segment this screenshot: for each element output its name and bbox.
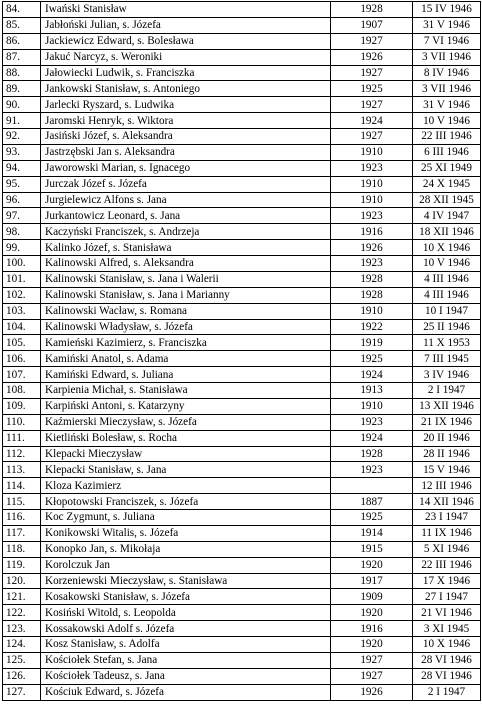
person-name-cell: Karpiński Antoni, s. Katarzyny <box>41 398 331 414</box>
row-number-cell: 125. <box>3 652 41 668</box>
birth-year-cell: 1924 <box>331 430 413 446</box>
row-number-cell: 124. <box>3 637 41 653</box>
date-cell: 31 V 1946 <box>413 97 481 113</box>
table-row <box>3 65 481 81</box>
birth-year-cell: 1922 <box>331 319 413 335</box>
person-name-cell: Kłopotowski Franciszek, s. Józefa <box>41 494 331 510</box>
person-name-cell: Konopko Jan, s. Mikołaja <box>41 541 331 557</box>
table-row <box>3 414 481 430</box>
table-row <box>3 192 481 208</box>
birth-year-cell: 1924 <box>331 113 413 129</box>
date-cell: 12 III 1946 <box>413 478 481 494</box>
row-number-cell: 116. <box>3 510 41 526</box>
birth-year-cell: 1913 <box>331 383 413 399</box>
date-cell: 31 V 1946 <box>413 17 481 33</box>
row-number-cell: 112. <box>3 446 41 462</box>
row-number-cell: 109. <box>3 398 41 414</box>
birth-year-cell: 1916 <box>331 224 413 240</box>
person-name-cell: Kosakowski Stanisław, s. Józefa <box>41 589 331 605</box>
birth-year-cell: 1927 <box>331 97 413 113</box>
table-row <box>3 319 481 335</box>
date-cell: 4 IV 1947 <box>413 208 481 224</box>
person-name-cell: Jarlecki Ryszard, s. Ludwika <box>41 97 331 113</box>
date-cell: 28 II 1946 <box>413 446 481 462</box>
date-cell: 24 X 1945 <box>413 176 481 192</box>
table-row <box>3 684 481 700</box>
row-number-cell: 110. <box>3 414 41 430</box>
birth-year-cell: 1926 <box>331 49 413 65</box>
date-cell: 28 VI 1946 <box>413 668 481 684</box>
row-number-cell: 115. <box>3 494 41 510</box>
birth-year-cell: 1927 <box>331 652 413 668</box>
person-name-cell: Jaromski Henryk, s. Wiktora <box>41 113 331 129</box>
row-number-cell: 97. <box>3 208 41 224</box>
table-row <box>3 208 481 224</box>
date-cell: 14 XII 1946 <box>413 494 481 510</box>
table-row <box>3 652 481 668</box>
birth-year-cell: 1919 <box>331 335 413 351</box>
row-number-cell: 118. <box>3 541 41 557</box>
row-number-cell: 113. <box>3 462 41 478</box>
date-cell: 10 X 1946 <box>413 637 481 653</box>
table-row <box>3 478 481 494</box>
birth-year-cell: 1917 <box>331 573 413 589</box>
birth-year-cell: 1924 <box>331 367 413 383</box>
birth-year-cell: 1909 <box>331 589 413 605</box>
date-cell: 22 III 1946 <box>413 557 481 573</box>
person-name-cell: Kaczyński Franciszek, s. Andrzeja <box>41 224 331 240</box>
row-number-cell: 94. <box>3 160 41 176</box>
row-number-cell: 96. <box>3 192 41 208</box>
person-name-cell: Kościuk Edward, s. Józefa <box>41 684 331 700</box>
date-cell: 15 IV 1946 <box>413 2 481 18</box>
table-row <box>3 510 481 526</box>
birth-year-cell: 1927 <box>331 33 413 49</box>
birth-year-cell: 1923 <box>331 462 413 478</box>
records-table-body <box>3 2 481 701</box>
birth-year-cell: 1927 <box>331 129 413 145</box>
person-name-cell: Koc Zygmunt, s. Juliana <box>41 510 331 526</box>
row-number-cell: 121. <box>3 589 41 605</box>
person-name-cell: Kalinowski Władysław, s. Józefa <box>41 319 331 335</box>
row-number-cell: 119. <box>3 557 41 573</box>
table-row <box>3 462 481 478</box>
date-cell: 2 I 1947 <box>413 383 481 399</box>
row-number-cell: 114. <box>3 478 41 494</box>
row-number-cell: 86. <box>3 33 41 49</box>
date-cell: 20 II 1946 <box>413 430 481 446</box>
birth-year-cell: 1910 <box>331 192 413 208</box>
person-name-cell: Jabłoński Julian, s. Józefa <box>41 17 331 33</box>
person-name-cell: Kosiński Witold, s. Leopolda <box>41 605 331 621</box>
table-row <box>3 430 481 446</box>
birth-year-cell: 1925 <box>331 81 413 97</box>
person-name-cell: Jastrzębski Jan s. Aleksandra <box>41 144 331 160</box>
person-name-cell: Kalinowski Stanisław, s. Jana i Marianny <box>41 287 331 303</box>
person-name-cell: Kościołek Tadeusz, s. Jana <box>41 668 331 684</box>
row-number-cell: 95. <box>3 176 41 192</box>
table-row <box>3 637 481 653</box>
table-row <box>3 557 481 573</box>
person-name-cell: Jaworowski Marian, s. Ignacego <box>41 160 331 176</box>
person-name-cell: Kamiński Edward, s. Juliana <box>41 367 331 383</box>
table-row <box>3 224 481 240</box>
date-cell: 28 XII 1945 <box>413 192 481 208</box>
table-row <box>3 398 481 414</box>
table-row <box>3 176 481 192</box>
date-cell: 15 V 1946 <box>413 462 481 478</box>
date-cell: 11 IX 1946 <box>413 525 481 541</box>
row-number-cell: 87. <box>3 49 41 65</box>
person-name-cell: Jankowski Stanisław, s. Antoniego <box>41 81 331 97</box>
person-name-cell: Kloza Kazimierz <box>41 478 331 494</box>
table-row <box>3 240 481 256</box>
table-row <box>3 494 481 510</box>
birth-year-cell: 1923 <box>331 208 413 224</box>
birth-year-cell: 1916 <box>331 621 413 637</box>
person-name-cell: Kamiński Anatol, s. Adama <box>41 351 331 367</box>
row-number-cell: 98. <box>3 224 41 240</box>
person-name-cell: Kossakowski Adolf s. Józefa <box>41 621 331 637</box>
table-row <box>3 541 481 557</box>
table-row <box>3 49 481 65</box>
table-row <box>3 256 481 272</box>
person-name-cell: Karpienia Michał, s. Stanisława <box>41 383 331 399</box>
row-number-cell: 102. <box>3 287 41 303</box>
date-cell: 6 III 1946 <box>413 144 481 160</box>
person-name-cell: Jałowiecki Ludwik, s. Franciszka <box>41 65 331 81</box>
row-number-cell: 120. <box>3 573 41 589</box>
date-cell: 3 XI 1945 <box>413 621 481 637</box>
row-number-cell: 85. <box>3 17 41 33</box>
birth-year-cell: 1923 <box>331 160 413 176</box>
birth-year-cell: 1923 <box>331 414 413 430</box>
row-number-cell: 89. <box>3 81 41 97</box>
row-number-cell: 90. <box>3 97 41 113</box>
row-number-cell: 122. <box>3 605 41 621</box>
date-cell: 11 X 1953 <box>413 335 481 351</box>
row-number-cell: 111. <box>3 430 41 446</box>
person-name-cell: Jasiński Józef, s. Aleksandra <box>41 129 331 145</box>
table-row <box>3 303 481 319</box>
person-name-cell: Jakuć Narcyz, s. Weroniki <box>41 49 331 65</box>
date-cell: 3 VII 1946 <box>413 81 481 97</box>
birth-year-cell: 1910 <box>331 398 413 414</box>
person-name-cell: Jurgielewicz Alfons s. Jana <box>41 192 331 208</box>
birth-year-cell: 1920 <box>331 557 413 573</box>
row-number-cell: 101. <box>3 271 41 287</box>
person-name-cell: Kosz Stanisław, s. Adolfa <box>41 637 331 653</box>
date-cell: 25 II 1946 <box>413 319 481 335</box>
date-cell: 3 VII 1946 <box>413 49 481 65</box>
date-cell: 5 XI 1946 <box>413 541 481 557</box>
date-cell: 10 X 1946 <box>413 240 481 256</box>
date-cell: 25 XI 1949 <box>413 160 481 176</box>
row-number-cell: 126. <box>3 668 41 684</box>
birth-year-cell: 1927 <box>331 668 413 684</box>
row-number-cell: 108. <box>3 383 41 399</box>
date-cell: 10 I 1947 <box>413 303 481 319</box>
table-row <box>3 351 481 367</box>
table-row <box>3 668 481 684</box>
row-number-cell: 100. <box>3 256 41 272</box>
row-number-cell: 93. <box>3 144 41 160</box>
table-row <box>3 2 481 18</box>
birth-year-cell: 1920 <box>331 605 413 621</box>
date-cell: 10 V 1946 <box>413 113 481 129</box>
person-name-cell: Kalinowski Wacław, s. Romana <box>41 303 331 319</box>
table-row <box>3 335 481 351</box>
table-row <box>3 383 481 399</box>
person-name-cell: Kościołek Stefan, s. Jana <box>41 652 331 668</box>
date-cell: 7 VI 1946 <box>413 33 481 49</box>
birth-year-cell: 1925 <box>331 510 413 526</box>
birth-year-cell: 1926 <box>331 684 413 700</box>
person-name-cell: Klepacki Stanisław, s. Jana <box>41 462 331 478</box>
birth-year-cell: 1928 <box>331 2 413 18</box>
table-row <box>3 367 481 383</box>
birth-year-cell: 1914 <box>331 525 413 541</box>
table-row <box>3 17 481 33</box>
table-row <box>3 160 481 176</box>
person-name-cell: Kamieński Kazimierz, s. Franciszka <box>41 335 331 351</box>
date-cell: 8 IV 1946 <box>413 65 481 81</box>
table-row <box>3 621 481 637</box>
table-row <box>3 287 481 303</box>
table-row <box>3 97 481 113</box>
table-row <box>3 144 481 160</box>
person-name-cell: Kalinowski Alfred, s. Aleksandra <box>41 256 331 272</box>
row-number-cell: 117. <box>3 525 41 541</box>
row-number-cell: 92. <box>3 129 41 145</box>
date-cell: 21 IX 1946 <box>413 414 481 430</box>
date-cell: 27 I 1947 <box>413 589 481 605</box>
birth-year-cell: 1887 <box>331 494 413 510</box>
table-row <box>3 33 481 49</box>
date-cell: 10 V 1946 <box>413 256 481 272</box>
person-name-cell: Kalinowski Stanisław, s. Jana i Walerii <box>41 271 331 287</box>
date-cell: 22 III 1946 <box>413 129 481 145</box>
row-number-cell: 105. <box>3 335 41 351</box>
date-cell: 17 X 1946 <box>413 573 481 589</box>
birth-year-cell: 1920 <box>331 637 413 653</box>
person-name-cell: Klepacki Mieczysław <box>41 446 331 462</box>
birth-year-cell: 1928 <box>331 271 413 287</box>
table-row <box>3 129 481 145</box>
date-cell: 23 I 1947 <box>413 510 481 526</box>
birth-year-cell: 1910 <box>331 303 413 319</box>
date-cell: 4 III 1946 <box>413 287 481 303</box>
birth-year-cell: 1907 <box>331 17 413 33</box>
birth-year-cell: 1926 <box>331 240 413 256</box>
person-name-cell: Jackiewicz Edward, s. Bolesława <box>41 33 331 49</box>
row-number-cell: 127. <box>3 684 41 700</box>
birth-year-cell: 1928 <box>331 287 413 303</box>
birth-year-cell: 1915 <box>331 541 413 557</box>
birth-year-cell: 1910 <box>331 176 413 192</box>
row-number-cell: 88. <box>3 65 41 81</box>
person-name-cell: Kalinko Józef, s. Stanisława <box>41 240 331 256</box>
date-cell: 4 III 1946 <box>413 271 481 287</box>
date-cell: 2 I 1947 <box>413 684 481 700</box>
row-number-cell: 107. <box>3 367 41 383</box>
birth-year-cell: 1910 <box>331 144 413 160</box>
birth-year-cell: 1927 <box>331 65 413 81</box>
date-cell: 21 VI 1946 <box>413 605 481 621</box>
row-number-cell: 84. <box>3 2 41 18</box>
person-name-cell: Jurkantowicz Leonard, s. Jana <box>41 208 331 224</box>
person-name-cell: Korolczuk Jan <box>41 557 331 573</box>
table-row <box>3 271 481 287</box>
person-name-cell: Korzeniewski Mieczysław, s. Stanisława <box>41 573 331 589</box>
date-cell: 18 XII 1946 <box>413 224 481 240</box>
row-number-cell: 99. <box>3 240 41 256</box>
table-row <box>3 573 481 589</box>
table-row <box>3 113 481 129</box>
row-number-cell: 104. <box>3 319 41 335</box>
date-cell: 7 III 1945 <box>413 351 481 367</box>
person-name-cell: Kietliński Bolesław, s. Rocha <box>41 430 331 446</box>
row-number-cell: 103. <box>3 303 41 319</box>
table-row <box>3 589 481 605</box>
row-number-cell: 123. <box>3 621 41 637</box>
person-name-cell: Kaźmierski Mieczysław, s. Józefa <box>41 414 331 430</box>
date-cell: 28 VI 1946 <box>413 652 481 668</box>
person-name-cell: Konikowski Witalis, s. Józefa <box>41 525 331 541</box>
birth-year-cell: 1923 <box>331 256 413 272</box>
person-name-cell: Iwański Stanisław <box>41 2 331 18</box>
row-number-cell: 106. <box>3 351 41 367</box>
birth-year-cell: 1925 <box>331 351 413 367</box>
person-name-cell: Jurczak Józef s. Józefa <box>41 176 331 192</box>
row-number-cell: 91. <box>3 113 41 129</box>
date-cell: 13 XII 1946 <box>413 398 481 414</box>
birth-year-cell <box>331 478 413 494</box>
records-table <box>2 1 481 701</box>
table-row <box>3 81 481 97</box>
table-row <box>3 605 481 621</box>
table-row <box>3 446 481 462</box>
birth-year-cell: 1928 <box>331 446 413 462</box>
table-row <box>3 525 481 541</box>
date-cell: 3 IV 1946 <box>413 367 481 383</box>
